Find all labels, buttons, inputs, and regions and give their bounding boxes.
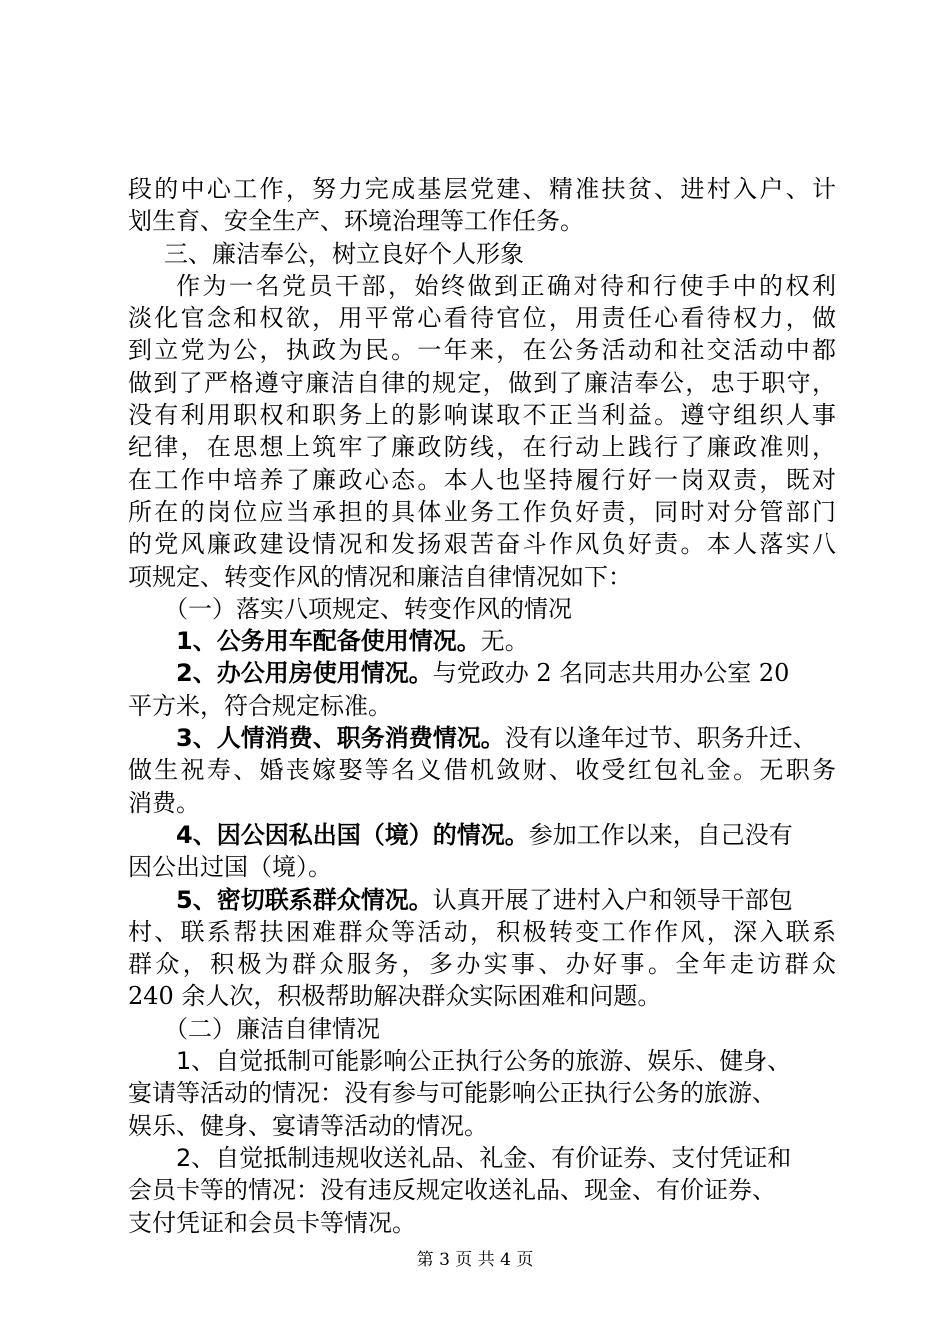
paragraph-line: 会员卡等的情况：没有违反规定收送礼品、现金、有价证券、 xyxy=(128,1176,776,1205)
item-text: 认真开展了进村入户和领导干部包 xyxy=(432,885,793,914)
paragraph-line: 1、自觉抵制可能影响公正执行公务的旅游、娱乐、健身、 xyxy=(176,1047,792,1076)
paragraph-line: 平方米，符合规定标准。 xyxy=(128,691,392,720)
paragraph-line: 项规定、转变作风的情况和廉洁自律情况如下： xyxy=(128,562,632,591)
item-line xyxy=(128,657,836,689)
item-heading: 2、办公用房使用情况。 xyxy=(176,659,433,688)
item-text: 无。 xyxy=(480,627,529,656)
subsection-heading: （一）落实八项规定、转变作风的情况 xyxy=(164,594,572,623)
item-text: 与党政办 2 名同志共用办公室 20 xyxy=(432,659,790,688)
item-text: 没有以逢年过节、职务升迁、 xyxy=(504,724,817,753)
paragraph-line: 作为一名党员干部，始终做到正确对待和行使手中的权利 xyxy=(176,271,836,300)
paragraph-line: 没有利用职权和职务上的影响谋取不正当利益。遵守组织人事 xyxy=(128,401,836,430)
section-heading: 三、廉洁奉公，树立良好个人形象 xyxy=(164,239,524,268)
paragraph-line: 所在的岗位应当承担的具体业务工作负好责，同时对分管部门 xyxy=(128,497,836,526)
item-line xyxy=(128,884,836,916)
item-line xyxy=(128,722,836,754)
paragraph-line: 2、自觉抵制违规收送礼品、礼金、有价证券、支付凭证和 xyxy=(176,1143,792,1172)
paragraph-line: 消费。 xyxy=(128,788,200,817)
paragraph-line: 240 余人次，积极帮助解决群众实际困难和问题。 xyxy=(128,982,662,1011)
paragraph-line: 娱乐、健身、宴请等活动的情况。 xyxy=(128,1111,488,1140)
page-number-footer: 第 3 页 共 4 页 xyxy=(416,1250,534,1270)
item-heading: 3、人情消费、职务消费情况。 xyxy=(176,724,505,753)
paragraph-line: 的党风廉政建设情况和发扬艰苦奋斗作风负好责。本人落实八 xyxy=(128,530,836,559)
item-heading: 5、密切联系群众情况。 xyxy=(176,885,433,914)
item-heading: 4、因公因私出国（境）的情况。 xyxy=(176,820,529,849)
paragraph-line: 纪律，在思想上筑牢了廉政防线，在行动上践行了廉政准则， xyxy=(128,433,836,462)
paragraph-line: 做生祝寿、婚丧嫁娶等名义借机敛财、收受红包礼金。无职务 xyxy=(128,756,836,785)
item-heading: 1、公务用车配备使用情况。 xyxy=(176,627,481,656)
item-line xyxy=(128,819,836,851)
paragraph-line: 宴请等活动的情况：没有参与可能影响公正执行公务的旅游、 xyxy=(128,1079,776,1108)
paragraph-line: 因公出过国（境）。 xyxy=(128,853,332,882)
paragraph-line: 支付凭证和会员卡等情况。 xyxy=(128,1208,416,1237)
paragraph-line: 划生育、安全生产、环境治理等工作任务。 xyxy=(128,207,584,236)
paragraph-line: 村、联系帮扶困难群众等活动，积极转变工作作风，深入联系 xyxy=(128,917,836,946)
item-line xyxy=(128,625,836,657)
item-text: 参加工作以来，自己没有 xyxy=(528,820,793,849)
paragraph-line: 在工作中培养了廉政心态。本人也坚持履行好一岗双责，既对 xyxy=(128,465,836,494)
subsection-heading: （二）廉洁自律情况 xyxy=(164,1014,380,1043)
paragraph-line: 群众，积极为群众服务，多办实事、办好事。全年走访群众 xyxy=(128,950,836,979)
paragraph-line: 段的中心工作，努力完成基层党建、精准扶贫、进村入户、计 xyxy=(128,175,836,203)
document-body xyxy=(128,173,836,1239)
paragraph-line: 淡化官念和权欲，用平常心看待官位，用责任心看待权力，做 xyxy=(128,304,836,333)
paragraph-line: 做到了严格遵守廉洁自律的规定，做到了廉洁奉公，忠于职守， xyxy=(128,368,836,397)
paragraph-line: 到立党为公，执政为民。一年来，在公务活动和社交活动中都 xyxy=(128,336,836,365)
